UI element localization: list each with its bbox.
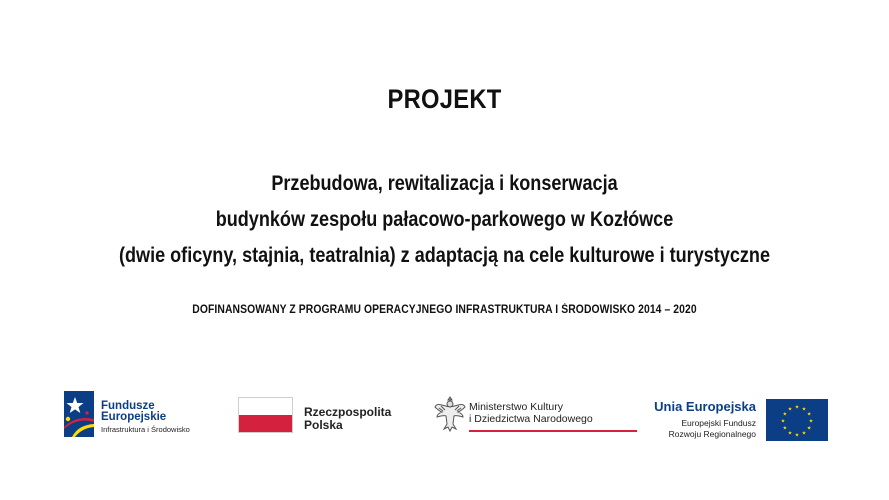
project-subtitle bbox=[0, 166, 889, 274]
subtitle-line: budynków zespołu pałacowo-parkowego w Kozłówce bbox=[215, 208, 674, 231]
eu-flag-icon bbox=[766, 399, 828, 441]
subtitle-line: (dwie oficyny, stajnia, teatralnia) z adaptacją na cele kulturowe i turystyczne bbox=[118, 244, 771, 267]
svg-text:★: ★ bbox=[787, 406, 793, 413]
svg-text:★: ★ bbox=[780, 418, 786, 425]
svg-text:★: ★ bbox=[782, 425, 788, 432]
unia-line1: Unia Europejska bbox=[654, 399, 756, 414]
svg-text:★: ★ bbox=[782, 411, 788, 418]
rzeczpospolita-line1: Rzeczpospolita bbox=[304, 405, 392, 419]
svg-text:★: ★ bbox=[806, 425, 812, 432]
funding-note: DOFINANSOWANY Z PROGRAMU OPERACYJNEGO INFRASTRUKTURA I ŚRODOWISKO 2014 – 2020 bbox=[192, 304, 697, 316]
ministerstwo-line2: i Dziedzictwa Narodowego bbox=[469, 413, 593, 425]
svg-text:★: ★ bbox=[794, 432, 800, 439]
svg-text:★: ★ bbox=[787, 430, 793, 437]
svg-text:★: ★ bbox=[806, 411, 812, 418]
svg-text:★: ★ bbox=[794, 404, 800, 411]
rzeczpospolita-line2: Polska bbox=[304, 418, 343, 432]
fundusze-line1: Fundusze bbox=[101, 400, 155, 412]
svg-text:★: ★ bbox=[801, 430, 807, 437]
white-eagle-icon bbox=[433, 394, 467, 434]
subtitle-line: Przebudowa, rewitalizacja i konserwacja bbox=[271, 172, 618, 195]
fundusze-line2: Europejskie bbox=[101, 411, 167, 423]
polish-flag-icon bbox=[238, 397, 293, 433]
ministerstwo-line1: Ministerstwo Kultury bbox=[469, 401, 563, 413]
page-title: PROJEKT bbox=[387, 84, 502, 114]
ministerstwo-red-bar bbox=[469, 430, 637, 432]
unia-line2: Europejski Fundusz bbox=[681, 418, 756, 428]
svg-text:★: ★ bbox=[808, 418, 814, 425]
fundusze-europejskie-icon bbox=[64, 391, 98, 437]
svg-text:★: ★ bbox=[801, 406, 807, 413]
unia-line3: Rozwoju Regionalnego bbox=[668, 429, 756, 439]
fundusze-line3: Infrastruktura i Środowisko bbox=[101, 425, 190, 434]
